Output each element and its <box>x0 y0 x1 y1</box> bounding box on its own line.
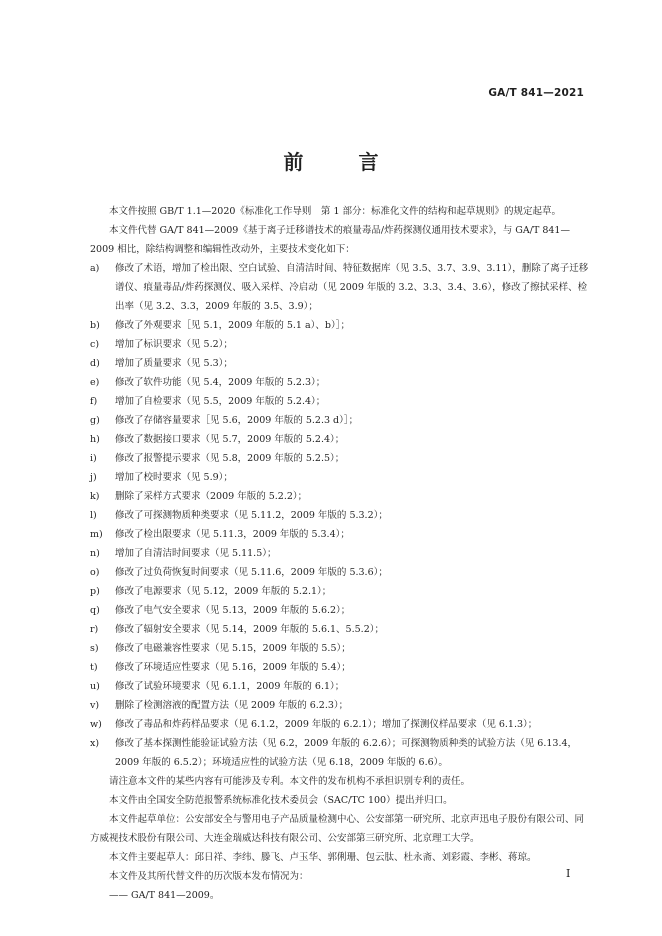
change-item <box>90 639 590 658</box>
change-item-marker: q) <box>90 605 100 616</box>
change-item-text: 修改了环境适应性要求（见 5.16，2009 年版的 5.4）； <box>115 662 351 673</box>
change-item-marker: j) <box>90 472 97 483</box>
standard-code: GA/T 841—2021 <box>488 87 584 99</box>
change-item-marker: v) <box>90 700 100 711</box>
change-item-marker: g) <box>90 415 100 426</box>
change-item <box>90 335 590 354</box>
page-number: I <box>566 867 571 880</box>
change-item-marker: o) <box>90 567 100 578</box>
change-item-marker: b) <box>90 320 100 331</box>
change-item-marker: m) <box>90 529 103 540</box>
change-item <box>90 259 590 316</box>
change-item-text: 修改了外观要求［见 5.1，2009 年版的 5.1 a）、b）］； <box>115 320 350 331</box>
intro-paragraph: 本文件按照 GB/T 1.1—2020《标准化工作导则 第 1 部分：标准化文件的结构和起草规则》的规定起草。 <box>109 206 562 217</box>
change-item-marker: t) <box>90 662 98 673</box>
change-item-marker: c) <box>90 339 100 350</box>
change-item-marker: h) <box>90 434 100 445</box>
change-item <box>90 411 590 430</box>
change-item <box>90 373 590 392</box>
changes-list <box>90 259 590 772</box>
change-item <box>90 430 590 449</box>
change-item <box>90 696 590 715</box>
change-item-text: 修改了存储容量要求［见 5.6，2009 年版的 5.2.3 d）］； <box>115 415 359 426</box>
change-item-text: 修改了电磁兼容性要求（见 5.15，2009 年版的 5.5）； <box>115 643 351 654</box>
change-item-marker: e) <box>90 377 100 388</box>
change-item-text: 增加了校时要求（见 5.9）； <box>115 472 233 483</box>
change-item-marker: s) <box>90 643 99 654</box>
change-item <box>90 601 590 620</box>
change-item <box>90 544 590 563</box>
change-item-text: 修改了检出限要求（见 5.11.3，2009 年版的 5.3.4）； <box>115 529 350 540</box>
change-item <box>90 449 590 468</box>
change-item-marker: d) <box>90 358 100 369</box>
previous-version: —— GA/T 841—2009。 <box>109 890 220 901</box>
change-item-text: 增加了质量要求（见 5.3）； <box>115 358 233 369</box>
change-item-text: 修改了试验环境要求（见 6.1.1，2009 年版的 6.1）； <box>115 681 345 692</box>
change-item-marker: r) <box>90 624 99 635</box>
change-item-text: 修改了术语，增加了检出限、空白试验、自清洁时间、特征数据库（见 3.5、3.7、3.9、3.11），删除了离子迁移谱仪、痕量毒品/炸药探测仪、吸入采样、冷启动（见 2009 年版的 3.2、3.3、3.4、3.6），修改了擦拭采样、检出率（见 3.2、3.3，2009 年版的 3.5、3.9）； <box>115 263 589 312</box>
page-title: 前 言 <box>283 150 403 174</box>
change-item-text: 修改了可探测物质种类要求（见 5.11.2，2009 年版的 5.3.2）； <box>115 510 388 521</box>
closing-paragraph: 本文件主要起草人：邱日祥、李纬、滕飞、卢玉华、郭俐珊、包云肽、杜永斋、刘彩霞、李彬、蒋琼。 <box>109 852 537 863</box>
change-item <box>90 677 590 696</box>
change-item-text: 增加了自清洁时间要求（见 5.11.5）； <box>115 548 277 559</box>
closing-paragraph: 本文件及其所代替文件的历次版本发布情况为： <box>109 871 309 882</box>
change-item-marker: k) <box>90 491 100 502</box>
intro-paragraph: 本文件代替 GA/T 841—2009《基于离子迁移谱技术的痕量毒品/炸药探测仪通用技术要求》，与 GA/T 841—2009 相比，除结构调整和编辑性改动外，主要技术变化如下： <box>90 225 570 255</box>
change-item-marker: p) <box>90 586 100 597</box>
change-item-marker: x) <box>90 738 100 749</box>
change-item <box>90 658 590 677</box>
change-item-text: 修改了电源要求（见 5.12，2009 年版的 5.2.1）； <box>115 586 332 597</box>
change-item <box>90 468 590 487</box>
change-item <box>90 525 590 544</box>
change-item-text: 修改了数据接口要求（见 5.7，2009 年版的 5.2.4）； <box>115 434 345 445</box>
change-item <box>90 734 590 772</box>
closing-paragraph: 本文件起草单位：公安部安全与警用电子产品质量检测中心、公安部第一研究所、北京声迅电子股份有限公司、同方威视技术股份有限公司、大连金瑞威达科技有限公司、公安部第三研究所、北京理工大学。 <box>90 814 585 844</box>
change-item-text: 增加了标识要求（见 5.2）； <box>115 339 233 350</box>
change-item-text: 增加了自检要求（见 5.5，2009 年版的 5.2.4）； <box>115 396 326 407</box>
foreword-body <box>90 202 590 905</box>
change-item-text: 修改了软件功能（见 5.4，2009 年版的 5.2.3）； <box>115 377 326 388</box>
change-item <box>90 582 590 601</box>
change-item-text: 修改了过负荷恢复时间要求（见 5.11.6，2009 年版的 5.3.6）； <box>115 567 388 578</box>
change-item-marker: i) <box>90 453 97 464</box>
change-item-marker: n) <box>90 548 100 559</box>
change-item-text: 删除了检测溶液的配置方法（见 2009 年版的 6.2.3）； <box>115 700 349 711</box>
closing-paragraph: 本文件由全国安全防范报警系统标准化技术委员会（SAC/TC 100）提出并归口。 <box>109 795 453 806</box>
change-item-marker: f) <box>90 396 98 407</box>
change-item <box>90 392 590 411</box>
change-item-marker: a) <box>90 263 100 274</box>
change-item-text: 修改了基本探测性能验证试验方法（见 6.2，2009 年版的 6.2.6）；可探测物质种类的试验方法（见 6.13.4，2009 年版的 6.5.2）；环境适应性的试验方法（见 6.18，2009 年版的 6.6）。 <box>115 738 578 768</box>
change-item <box>90 506 590 525</box>
change-item-text: 修改了报警提示要求（见 5.8，2009 年版的 5.2.5）； <box>115 453 345 464</box>
change-item-marker: w) <box>90 719 102 730</box>
closing-paragraph: 请注意本文件的某些内容有可能涉及专利。本文件的发布机构不承担识别专利的责任。 <box>109 776 471 787</box>
change-item <box>90 354 590 373</box>
change-item-text: 删除了采样方式要求（2009 年版的 5.2.2）； <box>115 491 308 502</box>
change-item-text: 修改了辐射安全要求（见 5.14，2009 年版的 5.6.1、5.5.2）； <box>115 624 384 635</box>
change-item-text: 修改了毒品和炸药样品要求（见 6.1.2，2009 年版的 6.2.1）；增加了探测仪样品要求（见 6.1.3）； <box>115 719 538 730</box>
change-item <box>90 316 590 335</box>
change-item-marker: u) <box>90 681 100 692</box>
change-item <box>90 620 590 639</box>
change-item <box>90 487 590 506</box>
change-item <box>90 563 590 582</box>
change-item-text: 修改了电气安全要求（见 5.13，2009 年版的 5.6.2）； <box>115 605 351 616</box>
change-item <box>90 715 590 734</box>
change-item-marker: l) <box>90 510 97 521</box>
